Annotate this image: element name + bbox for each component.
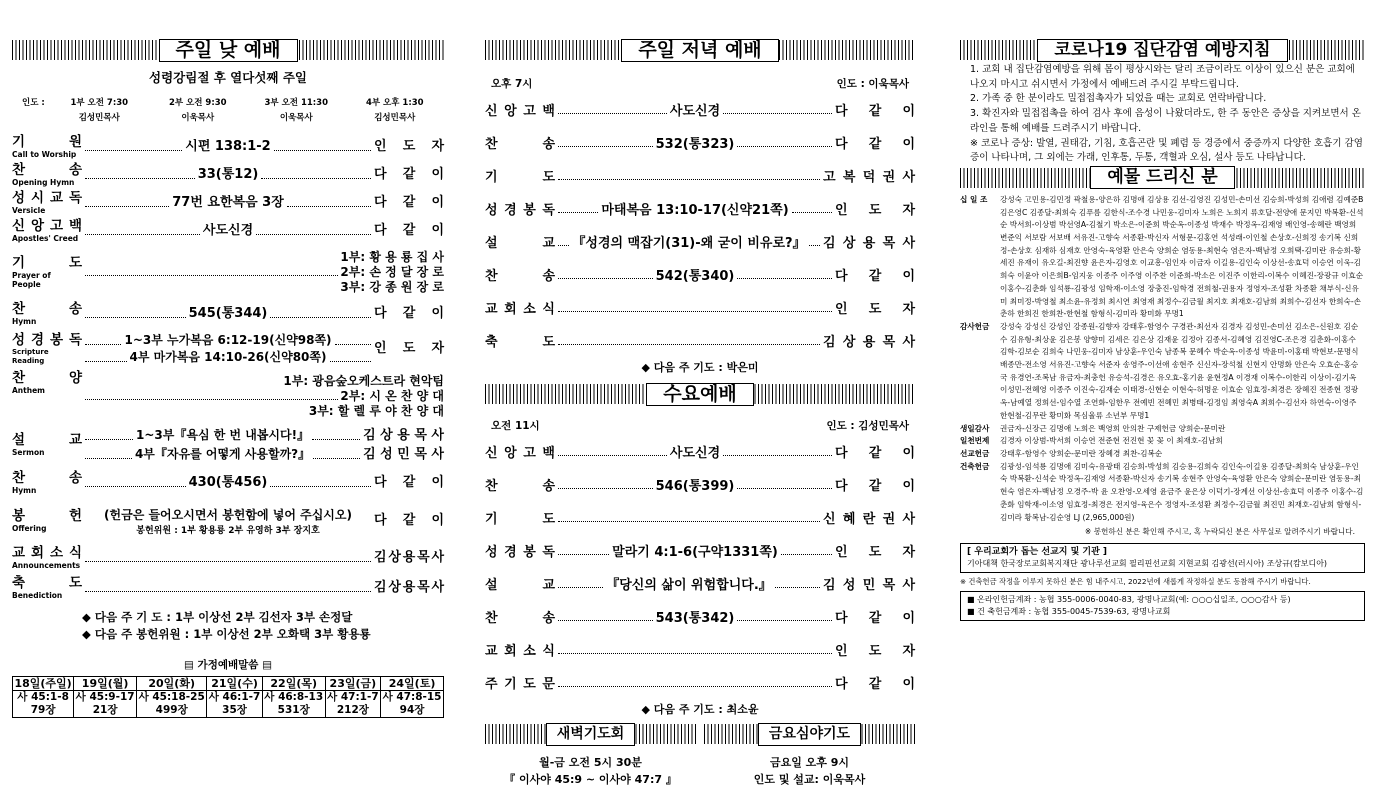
next-week-prayer: ◆ 다음 주 기도 : 박은미 [641, 361, 759, 374]
item-english: Prayer of People [12, 270, 51, 289]
friday-time: 금요일 오후 9시 [769, 756, 850, 769]
item-text: 542(통340) [655, 269, 735, 284]
hymn-no: 499장 [155, 704, 188, 716]
item-label: 성 경 봉 독 [12, 331, 82, 348]
item-label: 기 도 [485, 170, 555, 185]
anthem-line: 3부: 할 렐 루 야 찬 양 대 [308, 403, 444, 418]
mission-title: [ 우리교회가 돕는 선교지 및 기관 ] [967, 547, 1108, 558]
order-item [485, 567, 915, 600]
order-item [485, 225, 915, 258]
item-label: 축 도 [12, 575, 82, 591]
scripture-line: 4부 마가복음 14:10-26(신약80쪽) [129, 350, 327, 364]
item-person: 김 성 민 목 사 [823, 578, 915, 593]
order-item [485, 468, 915, 501]
leaders-label: 인도 : [22, 98, 45, 108]
item-text: 33(통12) [197, 167, 259, 182]
prayer-line: 1부: 황 용 룡 집 사 [340, 249, 444, 264]
order-item [485, 159, 915, 192]
order-item [485, 291, 915, 324]
section-title: 코로나19 집단감염 예방지침 [1037, 39, 1287, 62]
dawn-passage: 『 이사야 45:9 ~ 이사야 47:7 』 [504, 773, 677, 785]
leader-time: 4부 오후 1:30 [365, 98, 424, 108]
prayer-item [12, 245, 444, 299]
reading-cell [262, 691, 325, 718]
item-label: 찬 송 [12, 470, 82, 486]
item-label: 찬 송 [12, 301, 82, 317]
reading-cell [13, 691, 74, 718]
item-text: 543(통342) [655, 611, 735, 626]
order-item [12, 299, 444, 329]
order-item [485, 435, 915, 468]
order-item [485, 600, 915, 633]
item-english: Scripture Reading [12, 347, 49, 365]
offering-note: ※ 봉헌하신 분은 확인해 주시고, 혹 누락되신 분은 사무실로 알려주시기 바랍니다. [1084, 527, 1355, 537]
item-text: 546(통399) [655, 479, 735, 494]
evening-order [485, 93, 915, 357]
offering-names: 김경자 이상범-박서희 이승연 전준현 전진현 꽃 꽂 이 최재호-김남희 [1000, 436, 1223, 446]
item-label: 찬 송 [485, 611, 555, 626]
item-text: 사도신경 [202, 223, 254, 238]
reading-cell [381, 691, 444, 718]
item-text: 『성경의 맥잡기(31)-왜 굳이 비유로?』 [572, 236, 806, 251]
offering-names: 강성숙 강성신 강성인 강종원-김향자 강태후-함영수 구경관-최선자 김경자 김성민-손미선 김소은-신원호 김순수 김유형-최상윤 김은봉 양향미 김세은 김은상 김재윤 김정아 김종서-김혜영 김진영C-조은경 김춘화-이홍수 김학-김보순 김희숙 나민웅-김미자 남상훈-우인숙 남종복 문혜수 박순옥-이종성 박윤미-이홍태 박현보-문명식 배종만-전소영 서유진-고향숙 서준자 송영주-이선애 송현주 신신자-장석철 신현지 안명화 안은숙 오효순-홍승국 유경연-조복남 유금자-최충헌 유승석-김경은 유오효-홍기윤 윤현정A 이경재 이복수-이한리 이상이-김기옥 이성민-전혜영 이종주 이진숙-김재순 이태경-신현순 이현숙-허명운 이효순 임효정-최경은 장혜진 전종현 정광옥-남예열 정희선-임수열 조연화-임한우 전예빈 전혜민 최병태-김정임 최영숙A 최희수-김선자 하연숙-이영주 한현철-김무란 황미화 목심율류 소년부 무명1 [1000, 321, 1359, 420]
item-label: 찬 송 [485, 269, 555, 284]
offering-type: 감사헌금 [960, 321, 990, 331]
reading-cell [137, 691, 207, 718]
rule-item: 3. 확진자와 밀접접촉을 하여 검사 후에 음성이 나왔더라도, 한 주 동안은 증상을 지켜보면서 온라인을 통해 예배를 드려주시기 바랍니다. [970, 108, 1361, 134]
title-bar [960, 38, 1365, 62]
offering-item [12, 499, 444, 543]
section-title: 수요예배 [646, 383, 753, 406]
order-item [485, 93, 915, 126]
item-person: 다 같 이 [374, 223, 444, 238]
offering-type: 선교헌금 [960, 448, 990, 458]
item-text: 말라기 4:1-6(구약1331쪽) [612, 545, 778, 560]
leader-name: 이욱목사 [181, 113, 215, 123]
online-account: ■ 온라인헌금계좌 : 농협 355-0006-0040-83, 광명나교회(예: ○○○십일조, ○○○감사 등) [967, 595, 1291, 605]
section-title: 예물 드리신 분 [1090, 166, 1234, 189]
item-label: 신 앙 고 백 [485, 104, 555, 119]
offering-group [960, 423, 1365, 436]
item-english: Hymn [12, 317, 37, 326]
item-person: 인 도 자 [835, 644, 915, 659]
item-person: 김 상 용 목 사 [374, 550, 444, 565]
sunday-morning-column [12, 0, 444, 785]
sermon-preacher: 김 상 용 목 사 [363, 428, 444, 443]
item-person: 다 같 이 [835, 677, 915, 692]
reading: 사 45:1-8 [17, 691, 69, 703]
building-note: ※ 건축헌금 작정을 이루지 못하신 분은 힘 내주시고, 2022년에 새롭게 작정하실 분도 동참해 주시기 바랍니다. [960, 577, 1311, 587]
item-label: 축 도 [485, 335, 555, 350]
item-label: 기 도 [12, 254, 82, 271]
hymn-no: 21장 [92, 704, 118, 716]
leader-name: 김성민목사 [78, 113, 120, 123]
sermon-title: 1~3부『욕심 한 번 내봅시다!』 [136, 428, 310, 442]
offering-list [960, 194, 1365, 524]
reading: 사 46:8-13 [264, 691, 324, 703]
item-english: Versicle [12, 206, 46, 215]
item-person: 다 같 이 [374, 475, 444, 490]
item-label: 봉 헌 [12, 508, 82, 524]
item-person: 다 같 이 [374, 167, 444, 182]
item-english: Benediction [12, 591, 63, 600]
service-time: 오후 7시 [491, 78, 533, 90]
friday-leader: 인도 및 설교: 이욱목사 [753, 773, 866, 785]
item-person: 김 상 용 목 사 [823, 335, 915, 350]
scripture-item [12, 329, 444, 369]
item-label: 신 앙 고 백 [485, 446, 555, 461]
day-header: 18일(주일) [14, 677, 72, 690]
order-item [485, 633, 915, 666]
leader-name: 이욱목사 [279, 113, 313, 123]
offering-note: (헌금은 들어오시면서 봉헌함에 넣어 주십시오) [104, 508, 352, 522]
family-worship-title: ▤ 가정예배말씀 ▤ [183, 659, 272, 671]
offering-type: 일천번제 [960, 436, 990, 446]
item-label: 찬 송 [485, 479, 555, 494]
wednesday-order [485, 435, 915, 699]
item-label: 성 경 봉 독 [485, 203, 555, 218]
item-person: 고 복 덕 권 사 [823, 170, 915, 185]
covid-rules [960, 63, 1365, 166]
item-label: 기 도 [485, 512, 555, 527]
item-text: 사도신경 [669, 446, 721, 461]
item-label: 성 경 봉 독 [485, 545, 555, 560]
offering-group [960, 321, 1365, 423]
day-header: 24일(토) [381, 677, 444, 691]
leader-name: 김성민목사 [374, 113, 416, 123]
title-bar [485, 382, 915, 406]
rule-item: 2. 가족 중 한 분이라도 밀접접촉자가 되었을 때는 교회로 연락바랍니다. [970, 93, 1267, 105]
item-english: Anthem [12, 386, 45, 395]
item-label: 교 회 소 식 [12, 545, 82, 561]
day-header: 23일(금) [325, 677, 380, 691]
item-label: 기 원 [12, 134, 82, 150]
order-item [485, 501, 915, 534]
service-leader: 인도 : 김성민목사 [826, 420, 909, 432]
order-item [485, 534, 915, 567]
item-english: Call to Worship [12, 150, 77, 159]
title-bar [485, 722, 696, 746]
item-english: Opening Hymn [12, 178, 75, 187]
offering-members: 봉헌위원 : 1부 황용룡 2부 유영하 3부 장지호 [136, 526, 320, 536]
reading-cell [207, 691, 262, 718]
item-text: 77번 요한복음 3장 [172, 195, 284, 210]
reading-cell [74, 691, 137, 718]
item-label: 신 앙 고 백 [12, 218, 82, 234]
item-person: 다 같 이 [835, 104, 915, 119]
item-person: 인 도 자 [374, 341, 444, 356]
anthem-item [12, 369, 444, 423]
offering-names: 강태후-함영수 양희순-문미란 장혜경 최찬-김복순 [1000, 448, 1163, 458]
leader-time: 3부 오전 11:30 [264, 98, 329, 108]
offering-type: 건축헌금 [960, 461, 990, 471]
order-item [12, 543, 444, 573]
item-label: 성 시 교 독 [12, 190, 82, 206]
offering-group [960, 448, 1365, 461]
service-time: 오전 11시 [491, 420, 540, 432]
account-box [960, 591, 1365, 621]
item-text: 430(통456) [188, 475, 268, 490]
hymn-no: 79장 [30, 704, 56, 716]
item-person: 신 혜 란 권 사 [823, 512, 915, 527]
title-bar [704, 722, 915, 746]
offering-group [960, 194, 1365, 321]
item-label: 주 기 도 문 [485, 677, 555, 692]
offering-type: 십 일 조 [960, 194, 988, 204]
anthem-line: 2부: 시 온 찬 양 대 [340, 388, 444, 403]
building-account: ■ 건 축헌금계좌 : 농협 355-0045-7539-63, 광명나교회 [967, 607, 1171, 617]
next-week-prayer: ◆ 다음 주 기 도 : 1부 이상선 2부 김선자 3부 손정달 [82, 610, 353, 624]
section-title: 주일 저녁 예배 [621, 39, 778, 62]
item-english: Sermon [12, 448, 45, 457]
notices-offerings-column [960, 0, 1365, 785]
item-person: 인 도 자 [835, 302, 915, 317]
item-person: 다 같 이 [835, 269, 915, 284]
service-leader: 인도 : 이욱목사 [836, 78, 909, 90]
title-bar [485, 38, 915, 62]
offering-group [960, 435, 1365, 448]
rule-item: ※ 코로나 증상: 발열, 권태감, 기침, 호흡곤란 및 폐렴 등 경증에서 중증까지 다양한 호흡기 감염증이 나타나며, 그 외에는 가래, 인후통, 두통, 객혈과 오심, 설사 등도 나타납니다. [970, 137, 1363, 164]
item-label: 교 회 소 식 [485, 644, 555, 659]
item-person: 다 같 이 [835, 137, 915, 152]
hymn-no: 212장 [336, 704, 369, 716]
order-item [485, 192, 915, 225]
day-header: 20일(화) [137, 677, 207, 691]
next-week-offering: ◆ 다음 주 봉헌위원 : 1부 이상선 2부 오화택 3부 황용룡 [82, 627, 371, 641]
section-title: 주일 낮 예배 [159, 39, 298, 62]
order-item [12, 133, 444, 161]
reading: 사 45:18-25 [138, 691, 205, 703]
leader-time: 1부 오전 7:30 [70, 98, 129, 108]
mission-body: 기아대책 한국장로교회복지재단 광나루선교회 필리핀선교회 지현교회 김광선(러시아) 조상규(캄보디아) [967, 559, 1328, 569]
sermon-item [12, 423, 444, 467]
item-text: 사도신경 [669, 104, 721, 119]
reading-cell [325, 691, 380, 718]
hymn-no: 94장 [399, 704, 425, 716]
order-of-worship [12, 133, 444, 603]
dawn-time: 월-금 오전 5시 30분 [539, 756, 642, 769]
order-item [485, 126, 915, 159]
item-person: 다 같 이 [374, 513, 444, 528]
offering-names: 강성숙 고민용-김민정 곽철용-양은하 김명애 김상용 김선-김영진 김성민-손미선 김승희-박성희 김애렴 김예준B 김은영C 김종달-최희숙 김푸름 김한식-조수경 나민웅-김미자 노희은 노희지 류호달-전양애 문지민 박복환-신석순 박서희-이상범 박선영A-김철기 박소은-이준희 박순옥-이종성 박재수 박정옥-김재영 배인영-송혜란 백영희 변준익 서보람 서보배 서유진-고향숙 서종환-박신자 서형문-김홍연 석성래-이인철 손상호-신희정 송기복 신희정-손상호 심재하 심재호 안영숙-육영환 안은숙 양희순 염동용-최현숙 염은자-백남정 오희택-김미란 유승희-황세진 유재이 유오길-최진향 윤은자-김영호 이교흥-임인자 이금자 이길용-김인숙 이상선-송효덕 이승연 이욱-김희숙 이윤아 이은희B-임지웅 이종주 이주영 이주찬 이준희-박소은 이진주 이한리-이복수 이혜진-장광규 이효순 이홍수-김춘화 임석룡-김광성 임학재-이소영 장충진-임학경 전희철-권용자 정영자-조성환 차종환 채부식-신유미 최미정-박영철 최소윤-유정희 최시연 최영재 최정수-김금월 최지호 최재호-김남희 최희수-김선자 한희숙-손춘하 한희진 한희찬-한현철 함형식-김미라 황미화 무명1 [1000, 194, 1364, 319]
dawn-title: 새벽기도회 [546, 723, 636, 746]
scripture-line: 1~3부 누가복음 6:12-19(신약98쪽) [124, 333, 332, 347]
anthem-line: 1부: 광음숲오케스트라 현악팀 [283, 373, 444, 388]
mission-box [960, 543, 1365, 573]
item-label: 설 교 [485, 578, 555, 593]
leaders-grid [50, 96, 444, 123]
evening-wednesday-column [485, 0, 915, 785]
order-item [485, 258, 915, 291]
item-label: 찬 송 [485, 137, 555, 152]
item-label: 설 교 [485, 236, 555, 251]
friday-title: 금요심야기도 [758, 723, 861, 746]
offering-names: 권금자-신장근 김명애 노희은 백영희 안의찬 구제헌금 양희순-문미란 [1000, 423, 1226, 433]
item-person: 김 상 용 목 사 [823, 236, 915, 251]
item-english: Announcements [12, 561, 81, 570]
day-header: 19일(월) [74, 677, 137, 691]
next-week-prayer: ◆ 다음 주 기도 : 최소윤 [641, 703, 759, 716]
item-person: 다 같 이 [835, 611, 915, 626]
item-english: Apostles' Creed [12, 234, 79, 243]
order-item [485, 666, 915, 699]
prayer-line: 3부: 강 종 원 장 로 [340, 279, 444, 294]
offering-group [960, 461, 1365, 525]
offering-names: 김광성-임석룡 김명애 김미숙-유광태 김승희-박성희 김승용-김희숙 김인숙-이길용 김종달-최희숙 남상훈-우인숙 박복환-신석순 박정옥-김재영 서종환-박신자 송기복 송현주 안영숙-육영환 안은숙 양희순-문미란 염동용-최현숙 염은자-백남정 오경주-박 윤 오찬영-오세영 윤금주 윤은상 이덕기-장계선 이상선-송효덕 이종주 이홍수-김춘화 임학재-이소영 임효정-최경은 전지영-육은수 정영자-조성환 최정수-김금월 최진민 최재호-김남희 함형식-김미라 황복남-김순영 LJ (2,965,000원) [1000, 461, 1364, 522]
title-bar [960, 166, 1365, 190]
item-person: 인 도 자 [835, 203, 915, 218]
item-label: 찬 송 [12, 162, 82, 178]
day-header: 22일(목) [262, 677, 325, 691]
item-text: 545(통344) [188, 306, 268, 321]
item-label: 설 교 [12, 432, 82, 448]
reading: 사 47:1-7 [327, 691, 379, 703]
order-item [12, 217, 444, 245]
item-person: 다 같 이 [374, 195, 444, 210]
item-text: 마태복음 13:10-17(신약21쪽) [601, 203, 789, 218]
order-item [12, 573, 444, 603]
day-header: 21일(수) [207, 677, 262, 691]
item-english: Hymn [12, 486, 37, 495]
offering-type: 생일감사 [960, 423, 990, 433]
hymn-no: 35장 [222, 704, 247, 716]
title-bar [12, 38, 444, 62]
item-label: 찬 양 [12, 370, 82, 386]
reading: 사 45:9-17 [75, 691, 135, 703]
item-label: 교 회 소 식 [485, 302, 555, 317]
sermon-title: 4부『자유를 어떻게 사용할까?』 [134, 447, 311, 461]
leader-time: 2부 오전 9:30 [168, 98, 227, 108]
item-person: 다 같 이 [835, 446, 915, 461]
reading: 사 47:8-15 [382, 691, 442, 703]
order-item [12, 189, 444, 217]
subtitle: 성령강림절 후 열다섯째 주일 [149, 70, 307, 85]
item-person: 김 상 용 목 사 [374, 580, 444, 595]
item-text: 532(통323) [655, 137, 735, 152]
family-worship-table [12, 676, 444, 718]
item-english: Offering [12, 524, 47, 533]
order-item [12, 161, 444, 189]
hymn-no: 531장 [277, 704, 310, 716]
item-person: 인 도 자 [835, 545, 915, 560]
item-text: 시편 138:1-2 [185, 139, 271, 154]
item-person: 다 같 이 [835, 479, 915, 494]
item-text: 『당신의 삶이 위험합니다.』 [606, 578, 772, 593]
reading: 사 46:1-7 [208, 691, 261, 703]
sermon-preacher: 김 성 민 목 사 [363, 447, 444, 462]
order-item [12, 467, 444, 499]
item-person: 다 같 이 [374, 306, 444, 321]
prayer-line: 2부: 손 정 달 장 로 [340, 264, 444, 279]
order-item [485, 324, 915, 357]
item-person: 인 도 자 [374, 139, 444, 154]
rule-item: 1. 교회 내 집단감염예방을 위해 몸이 평상시와는 달리 조금이라도 이상이 있으신 분은 교회에 나오지 마시고 쉬시면서 가정에서 예배드려 주시길 부탁드립니다. [970, 64, 1355, 90]
